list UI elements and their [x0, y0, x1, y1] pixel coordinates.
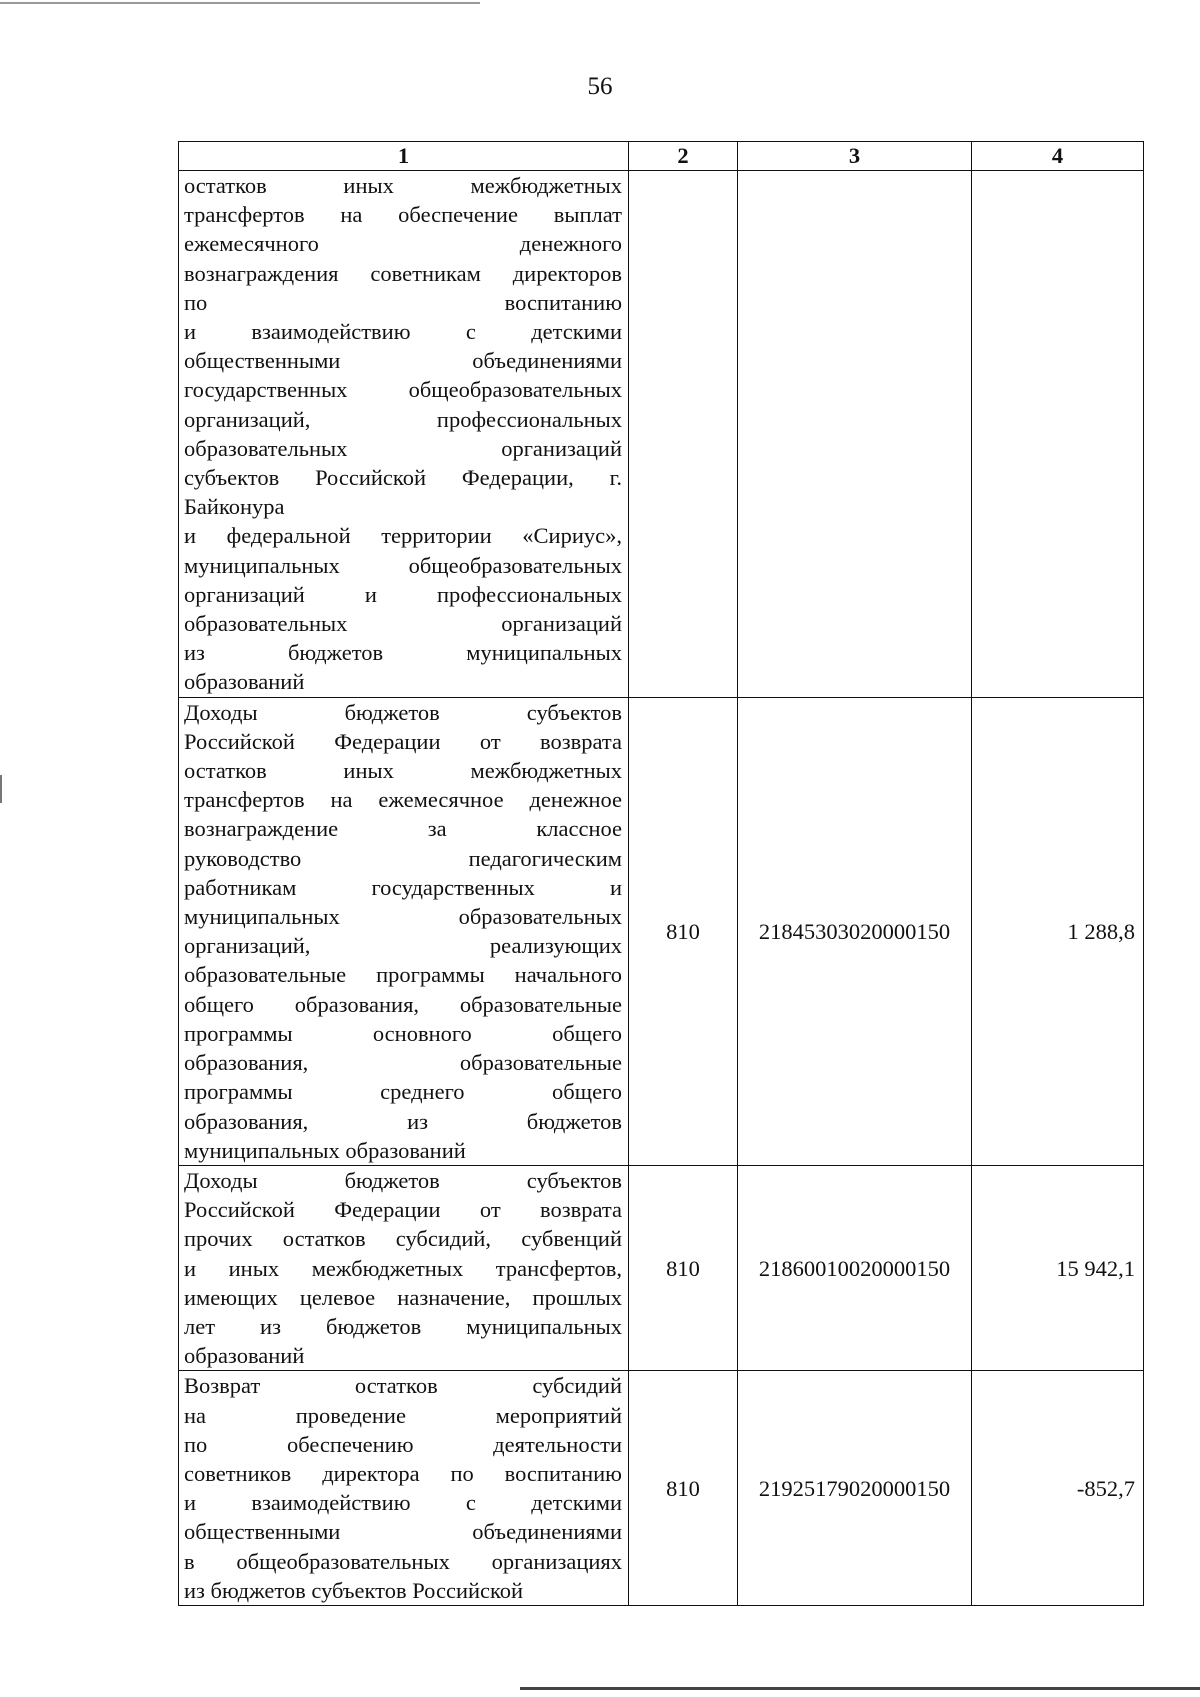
description-line: муниципальных образовательных — [184, 904, 622, 930]
description-line: общего образования, образовательные — [184, 991, 622, 1017]
description-line: Доходы бюджетов субъектов — [184, 699, 622, 725]
description-line: Возврат остатков субсидий — [184, 1373, 622, 1399]
description-line: программы среднего общего — [184, 1079, 622, 1105]
description-line: образования, из бюджетов — [184, 1108, 622, 1134]
table-body — [179, 171, 1144, 1606]
admin-code-cell: 810 — [629, 1165, 738, 1370]
budget-revenue-table — [178, 141, 1144, 1606]
table-row — [179, 171, 1144, 698]
header-col-4: 4 — [972, 142, 1144, 171]
description-line: образований — [184, 669, 305, 695]
table-row — [179, 1165, 1144, 1370]
description-line: и взаимодействию с детскими — [184, 1490, 622, 1516]
description-line: и федеральной территории «Сириус», — [184, 523, 622, 549]
budget-classification-code-cell: 21845303020000150 — [738, 697, 972, 1165]
admin-code-cell — [629, 171, 738, 698]
description-line: ежемесячного денежного — [184, 231, 622, 257]
description-line: и взаимодействию с детскими — [184, 319, 622, 345]
description-line: организаций, реализующих — [184, 933, 622, 959]
admin-code-cell: 810 — [629, 697, 738, 1165]
description-line: организаций, профессиональных — [184, 406, 622, 432]
description-line: образовательных организаций — [184, 435, 622, 461]
description-line: и иных межбюджетных трансфертов, — [184, 1255, 622, 1281]
description-line: из бюджетов муниципальных — [184, 640, 622, 666]
description-line: программы основного общего — [184, 1020, 622, 1046]
description-line: субъектов Российской Федерации, г. — [184, 465, 622, 491]
amount-cell — [972, 171, 1144, 698]
description-line: имеющих целевое назначение, прошлых — [184, 1284, 622, 1310]
description-line: остатков иных межбюджетных — [184, 173, 622, 198]
page-number: 56 — [587, 73, 613, 100]
description-line: образовательные программы начального — [184, 962, 622, 988]
scan-edge-top — [0, 2, 480, 4]
description-line: на проведение мероприятий — [184, 1402, 622, 1428]
budget-classification-code-cell: 21925179020000150 — [738, 1371, 972, 1606]
description-line: из бюджетов субъектов Российской — [184, 1577, 524, 1603]
revenue-description — [179, 1371, 629, 1606]
description-line: вознаграждения советникам директоров — [184, 260, 622, 286]
table-header-row — [179, 142, 1144, 171]
budget-classification-code-cell — [738, 171, 972, 698]
description-line: прочих остатков субсидий, субвенций — [184, 1226, 622, 1252]
description-line: Российской Федерации от возврата — [184, 1197, 622, 1223]
table-row — [179, 1371, 1144, 1606]
revenue-description — [179, 1165, 629, 1370]
header-col-2: 2 — [629, 142, 738, 171]
scan-edge-bottom — [520, 1687, 1200, 1690]
header-col-3: 3 — [738, 142, 972, 171]
description-line: по воспитанию — [184, 289, 622, 315]
description-line: организаций и профессиональных — [184, 581, 622, 607]
description-line: по обеспечению деятельности — [184, 1431, 622, 1457]
description-line: Байконура — [184, 494, 285, 520]
description-line: общественными объединениями — [184, 1519, 622, 1545]
description-line: руководство педагогическим — [184, 845, 622, 871]
table-row — [179, 697, 1144, 1165]
amount-cell: 15 942,1 — [972, 1165, 1144, 1370]
budget-classification-code-cell: 21860010020000150 — [738, 1165, 972, 1370]
description-line: образования, образовательные — [184, 1050, 622, 1076]
description-line: Доходы бюджетов субъектов — [184, 1167, 622, 1193]
description-line: трансфертов на ежемесячное денежное — [184, 787, 622, 813]
revenue-description — [179, 697, 629, 1165]
description-line: трансфертов на обеспечение выплат — [184, 202, 622, 228]
description-line: работникам государственных и — [184, 874, 622, 900]
description-line: вознаграждение за классное — [184, 816, 622, 842]
revenue-description — [179, 171, 629, 698]
description-line: остатков иных межбюджетных — [184, 758, 622, 784]
description-line: образований — [184, 1343, 305, 1369]
amount-cell: -852,7 — [972, 1371, 1144, 1606]
description-line: муниципальных общеобразовательных — [184, 552, 622, 578]
description-line: Российской Федерации от возврата — [184, 728, 622, 754]
description-line: в общеобразовательных организациях — [184, 1548, 622, 1574]
description-line: советников директора по воспитанию — [184, 1460, 622, 1486]
description-line: общественными объединениями — [184, 348, 622, 374]
description-line: муниципальных образований — [184, 1137, 466, 1163]
admin-code-cell: 810 — [629, 1371, 738, 1606]
description-line: лет из бюджетов муниципальных — [184, 1313, 622, 1339]
scan-mark-left — [0, 775, 2, 803]
amount-cell: 1 288,8 — [972, 697, 1144, 1165]
description-line: государственных общеобразовательных — [184, 377, 622, 403]
header-col-1: 1 — [179, 142, 629, 171]
description-line: образовательных организаций — [184, 611, 622, 637]
